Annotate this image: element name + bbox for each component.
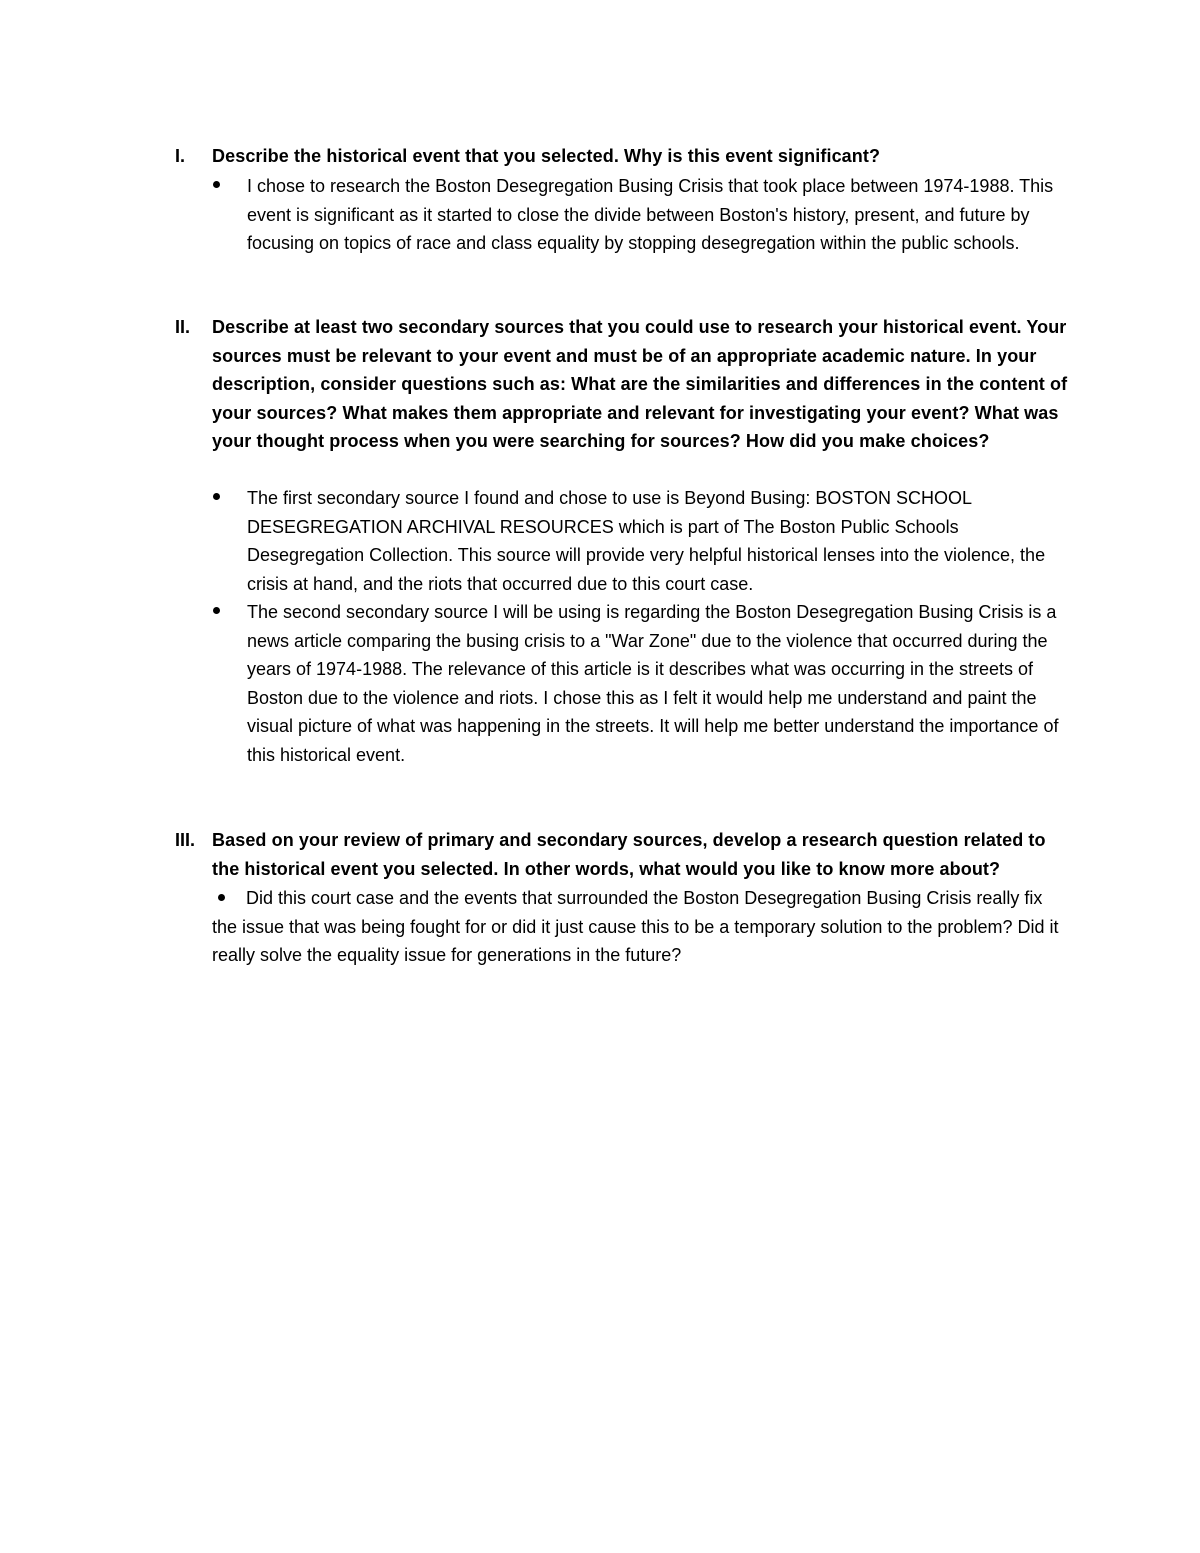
bullet-icon <box>213 181 220 188</box>
section-2-numeral: II. <box>175 317 191 337</box>
bullet-icon <box>213 607 220 614</box>
section-3-bullet <box>212 884 1070 970</box>
section-1-numeral: I. <box>175 146 186 166</box>
section-3-numeral: III. <box>175 830 196 850</box>
section-2-bullet-2-text: The second secondary source I will be using is regarding the Boston Desegregation Busing Crisis is a news article comparing the busing crisis to a "War Zone" due to the violence that occurred during the years of 1974-1988. The relevance of this article is it describes what was occurring in the streets of Boston due to the violence and riots. I chose this as I felt it would help me understand and paint the visual picture of what was happening in the streets. It will help me better understand the importance of this historical event. <box>247 602 1059 765</box>
section-2-heading: Describe at least two secondary sources that you could use to research your historical event. Your sources must be relevant to your event and must be of an appropriate academic nature. In your description, consider questions such as: What are the similarities and differences in the content of your sources? What makes them appropriate and relevant for investigating your event? What was your thought process when you were searching for sources? How did you make choices? <box>212 317 1068 452</box>
section-1 <box>175 142 1075 292</box>
section-3-heading: Based on your review of primary and secondary sources, develop a research question related to the historical event you selected. In other words, what would you like to know more about? <box>212 830 1046 879</box>
section-1-bullet-text: I chose to research the Boston Desegregation Busing Crisis that took place between 1974-1988. This event is significant as it started to close the divide between Boston's history, present, and future by focusing on topics of race and class equality by stopping desegregation within the public schools. <box>247 176 1054 254</box>
section-2-bullet-1-text: The first secondary source I found and chose to use is Beyond Busing: BOSTON SCHOOL DESEGREGATION ARCHIVAL RESOURCES which is part of The Boston Public Schools Desegregation Collection. This source will provide very helpful historical lenses into the violence, the crisis at hand, and the riots that occurred due to this court case. <box>247 488 1046 594</box>
section-3 <box>175 826 1075 976</box>
bullet-icon <box>213 493 220 500</box>
bullet-icon <box>218 894 225 901</box>
section-3-bullet-text: Did this court case and the events that surrounded the Boston Desegregation Busing Crisis really fix the issue that was being fought for or did it just cause this to be a temporary solution to the problem? Did it really solve the equality issue for generations in the future? <box>212 888 1059 966</box>
section-2 <box>175 313 1075 773</box>
section-1-heading: Describe the historical event that you selected. Why is this event significant? <box>212 146 881 166</box>
